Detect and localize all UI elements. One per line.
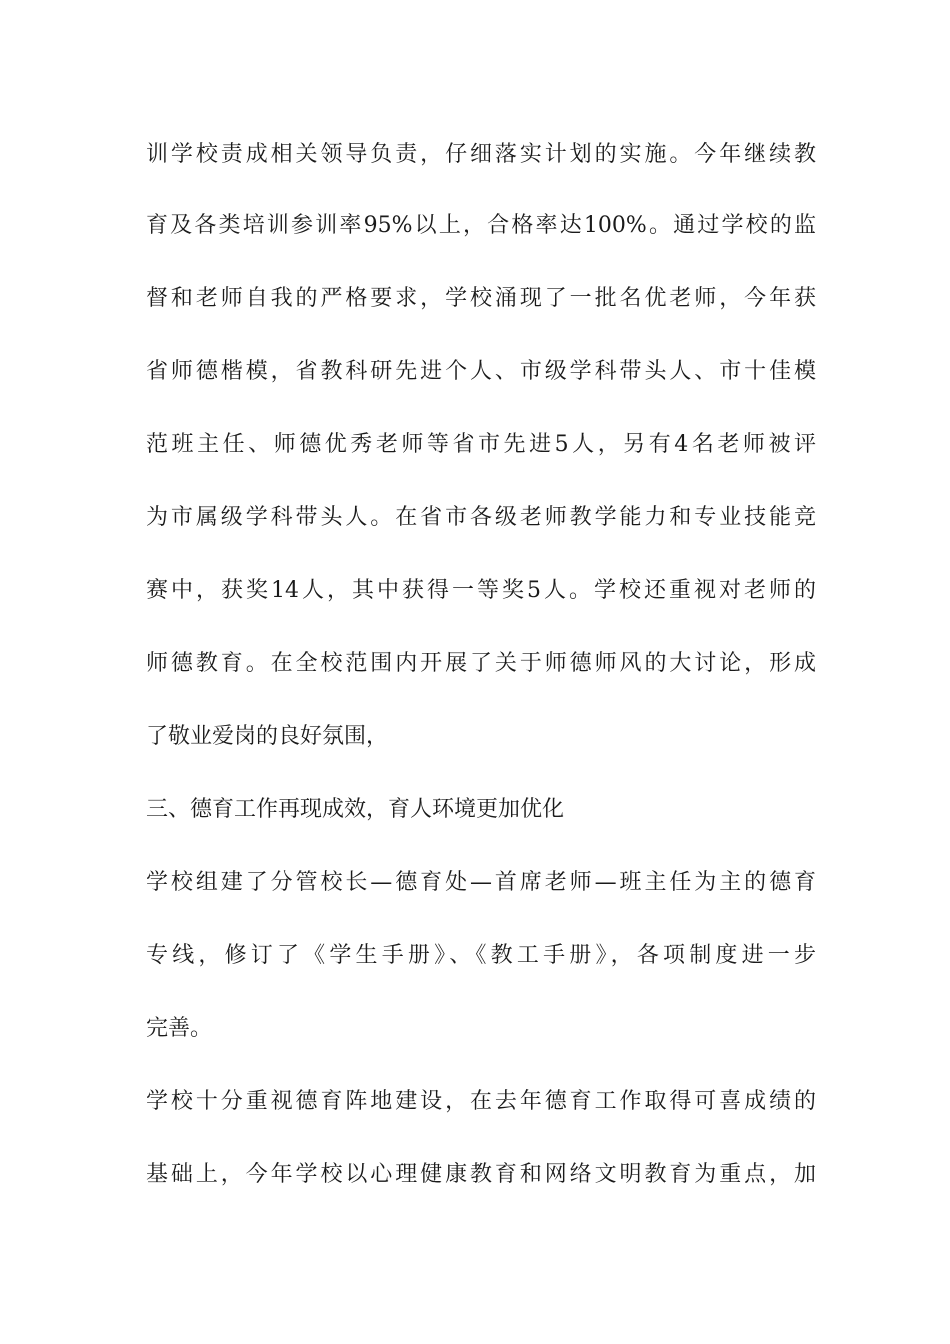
text-line-6: 为市属级学科带头人。在省市各级老师教学能力和专业技能竞 bbox=[146, 505, 816, 530]
text-line-1: 训学校责成相关领导负责，仔细落实计划的实施。今年继续教 bbox=[146, 142, 816, 167]
text-line-4: 省师德楷模，省教科研先进个人、市级学科带头人、市十佳模 bbox=[146, 359, 816, 384]
text-line-14: 学校十分重视德育阵地建设，在去年德育工作取得可喜成绩的 bbox=[146, 1089, 816, 1114]
text-line-3: 督和老师自我的严格要求，学校涌现了一批名优老师，今年获 bbox=[146, 286, 816, 311]
text-line-9: 了敬业爱岗的良好氛围， bbox=[146, 724, 389, 749]
text-line-11: 学校组建了分管校长—德育处—首席老师—班主任为主的德育 bbox=[146, 870, 816, 895]
text-line-2: 育及各类培训参训率95%以上，合格率达100%。通过学校的监 bbox=[146, 213, 816, 238]
text-line-7: 赛中，获奖14人，其中获得一等奖5人。学校还重视对老师的 bbox=[146, 578, 816, 603]
text-line-13: 完善。 bbox=[146, 1016, 213, 1041]
text-line-8: 师德教育。在全校范围内开展了关于师德师风的大讨论，形成 bbox=[146, 651, 816, 676]
text-line-5: 范班主任、师德优秀老师等省市先进5人，另有4名老师被评 bbox=[146, 432, 816, 457]
text-line-12: 专线，修订了《学生手册》、《教工手册》，各项制度进一步 bbox=[146, 943, 816, 968]
section-heading: 三、德育工作再现成效，育人环境更加优化 bbox=[146, 797, 565, 822]
text-line-15: 基础上，今年学校以心理健康教育和网络文明教育为重点，加 bbox=[146, 1162, 816, 1187]
